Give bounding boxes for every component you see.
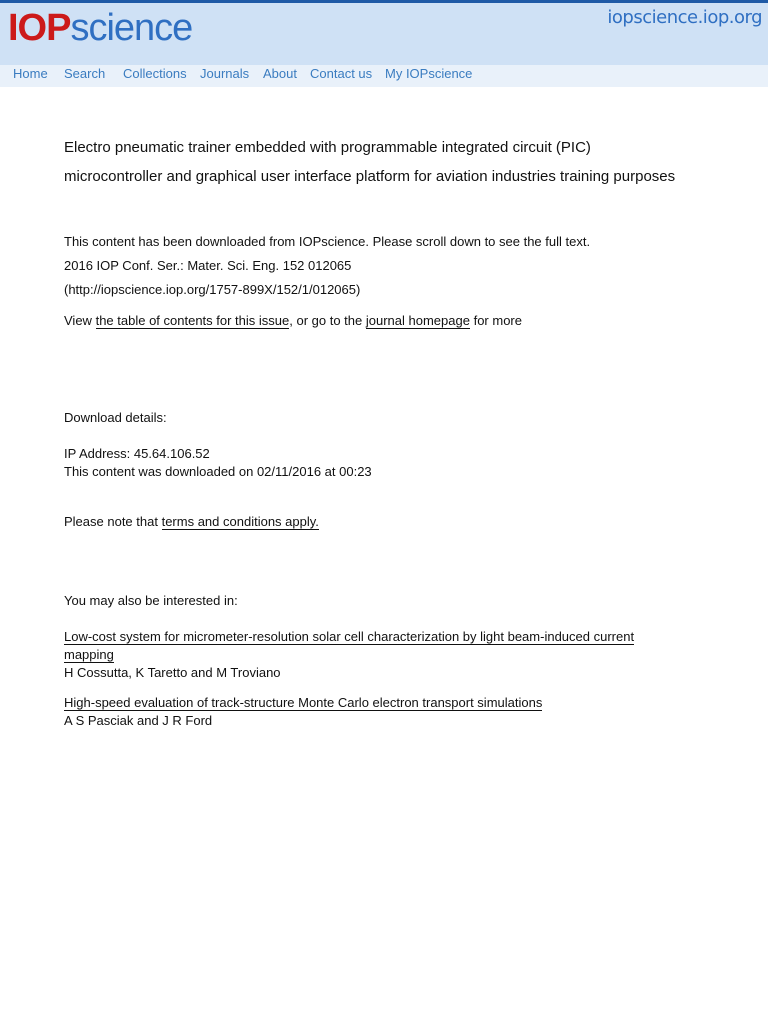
related-article-2-title[interactable]: High-speed evaluation of track-structure Monte Carlo electron transport simulations <box>64 695 543 710</box>
logo-iop-text: IOP <box>8 7 71 49</box>
citation: 2016 IOP Conf. Ser.: Mater. Sci. Eng. 152 012065 <box>64 258 352 273</box>
view-middle: , or go to the <box>289 313 363 328</box>
related-article-1-authors: H Cossutta, K Taretto and M Troviano <box>64 665 281 680</box>
nav-collections[interactable]: Collections <box>123 66 187 81</box>
nav-my-iopscience[interactable]: My IOPscience <box>385 66 473 81</box>
related-article-1-title-line-2[interactable]: mapping <box>64 647 114 662</box>
view-prefix: View <box>64 313 92 328</box>
terms-line <box>64 514 319 529</box>
related-heading: You may also be interested in: <box>64 593 238 608</box>
terms-prefix: Please note that <box>64 514 158 529</box>
terms-and-conditions-link[interactable]: terms and conditions apply. <box>161 514 319 529</box>
download-details-heading: Download details: <box>64 410 167 425</box>
download-date: This content was downloaded on 02/11/2016 at 00:23 <box>64 464 372 479</box>
iopscience-logo[interactable] <box>8 7 192 50</box>
article-url: (http://iopscience.iop.org/1757-899X/152/1/012065) <box>64 282 361 297</box>
related-article-1-link-cont[interactable] <box>64 647 114 662</box>
nav-search[interactable]: Search <box>64 66 106 81</box>
nav-contact-us[interactable]: Contact us <box>310 66 373 81</box>
article-title-line-2: microcontroller and graphical user interface platform for aviation industries training purposes <box>64 168 676 185</box>
logo-science-text: science <box>70 7 193 49</box>
related-article-1-title-line-1[interactable]: Low-cost system for micrometer-resolution solar cell characterization by light beam-induced current <box>64 629 635 644</box>
site-header <box>0 3 768 65</box>
ip-address: IP Address: 45.64.106.52 <box>64 446 210 461</box>
nav-journals[interactable]: Journals <box>200 66 250 81</box>
view-line <box>64 313 522 328</box>
download-notice: This content has been downloaded from IOPscience. Please scroll down to see the full text. <box>64 234 591 249</box>
related-article-2-link[interactable] <box>64 695 542 710</box>
related-article-1-link[interactable] <box>64 629 634 644</box>
related-article-2-authors: A S Pasciak and J R Ford <box>64 713 213 728</box>
table-of-contents-link[interactable]: the table of contents for this issue <box>95 313 290 328</box>
nav-bar <box>0 65 768 87</box>
view-suffix: for more <box>473 313 522 328</box>
article-title-line-1: Electro pneumatic trainer embedded with programmable integrated circuit (PIC) <box>64 139 591 156</box>
journal-homepage-link[interactable]: journal homepage <box>365 313 470 328</box>
site-url[interactable]: iopscience.iop.org <box>607 7 762 28</box>
nav-home[interactable]: Home <box>13 66 48 81</box>
nav-about[interactable]: About <box>263 66 297 81</box>
